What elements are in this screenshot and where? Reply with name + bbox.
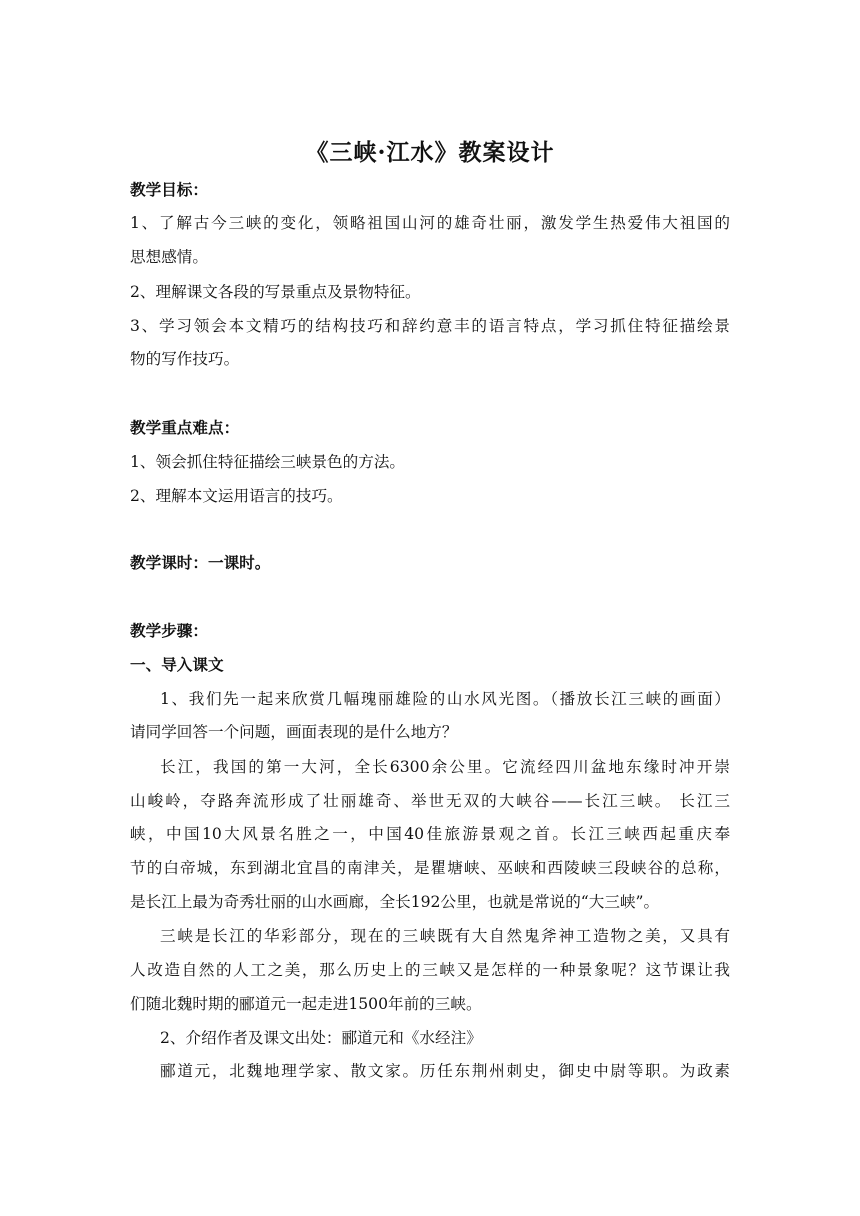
body-line: 三峡是长江的华彩部分，现在的三峡既有大自然鬼斧神工造物之美，又具有 xyxy=(160,927,730,945)
key-points-heading: 教学重点难点： xyxy=(130,418,240,437)
step1-heading: 一、导入课文 xyxy=(130,655,224,674)
goal-line: 1、了解古今三峡的变化，领略祖国山河的雄奇壮丽，激发学生热爱伟大祖国的 xyxy=(130,214,730,232)
body-line: 长江，我国的第一大河，全长6300余公里。它流经四川盆地东缘时冲开崇 xyxy=(160,758,730,776)
key-point-line: 1、领会抓住特征描绘三峡景色的方法。 xyxy=(130,453,406,471)
lesson-hours: 教学课时：一课时。 xyxy=(130,553,271,572)
body-line: 们随北魏时期的郦道元一起走进1500年前的三峡。 xyxy=(130,995,482,1013)
steps-heading: 教学步骤： xyxy=(130,621,208,640)
body-line: 节的白帝城，东到湖北宜昌的南津关，是瞿塘峡、巫峡和西陵峡三段峡谷的总称， xyxy=(130,859,730,877)
goal-line: 思想感情。 xyxy=(130,248,208,266)
body-line: 山峻岭，夺路奔流形成了壮丽雄奇、举世无双的大峡谷——长江三峡。 长江三 xyxy=(130,792,730,810)
goal-line: 物的写作技巧。 xyxy=(130,350,240,368)
body-line: 1、我们先一起来欣赏几幅瑰丽雄险的山水风光图。（播放长江三峡的画面） xyxy=(160,690,730,708)
document-title: 《三峡·江水》教案设计 xyxy=(305,139,555,166)
body-line: 郦道元，北魏地理学家、散文家。历任东荆州刺史，御史中尉等职。为政素 xyxy=(160,1062,730,1080)
key-point-line: 2、理解本文运用语言的技巧。 xyxy=(130,487,343,505)
body-line: 请同学回答一个问题，画面表现的是什么地方？ xyxy=(130,723,458,741)
goal-line: 3、学习领会本文精巧的结构技巧和辞约意丰的语言特点，学习抓住特征描绘景 xyxy=(130,317,730,335)
body-line: 峡，中国10大风景名胜之一，中国40佳旅游景观之首。长江三峡西起重庆奉 xyxy=(130,825,730,843)
body-line: 2、介绍作者及课文出处：郦道元和《水经注》 xyxy=(160,1029,482,1047)
body-line: 是长江上最为奇秀壮丽的山水画廊，全长192公里，也就是常说的“大三峡”。 xyxy=(130,893,660,911)
goal-line: 2、理解课文各段的写景重点及景物特征。 xyxy=(130,283,421,301)
goals-heading: 教学目标： xyxy=(130,180,208,199)
body-line: 人改造自然的人工之美，那么历史上的三峡又是怎样的一种景象呢？这节课让我 xyxy=(130,961,730,979)
